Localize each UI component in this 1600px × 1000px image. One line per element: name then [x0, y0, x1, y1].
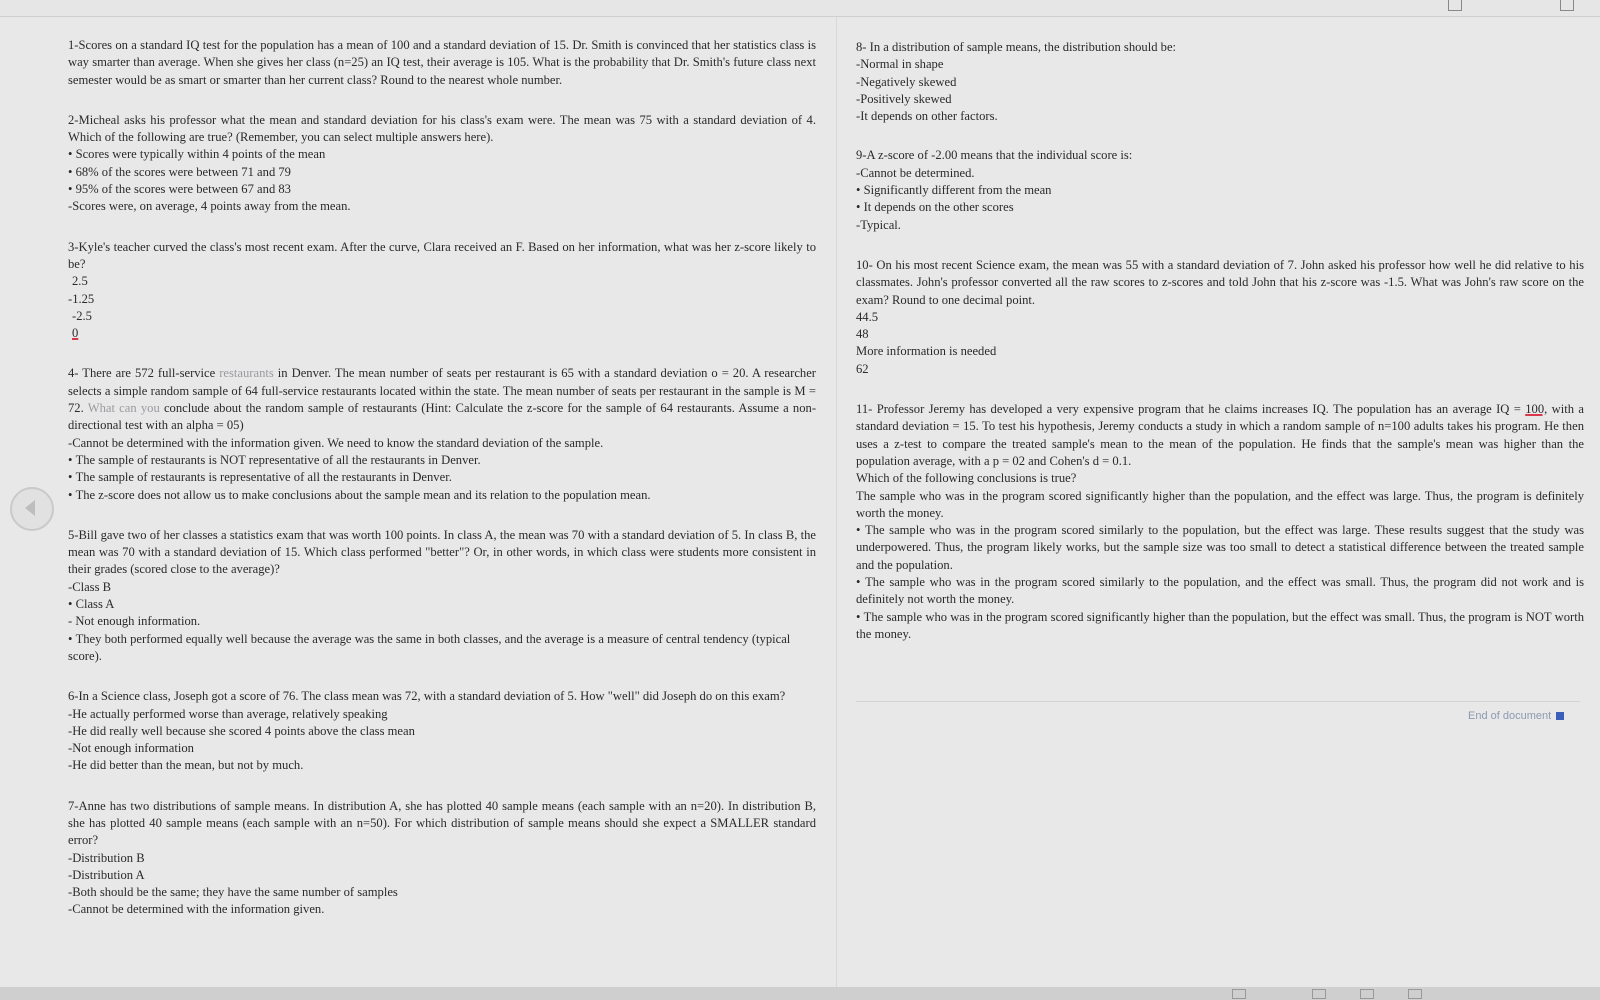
question-7-text: 7-Anne has two distributions of sample means. In distribution A, she has plotted 40 sample means (each sample with an n=20). In distribution B, she has plotted 40 sample means (each sample with an n=50). For which distribution of sample means should she expect a SMALLER standard error?	[68, 798, 816, 848]
fit-page-icon[interactable]	[1232, 989, 1246, 999]
question-8-option[interactable]: -Negatively skewed	[856, 74, 957, 89]
question-9-option[interactable]: • It depends on the other scores	[856, 199, 1584, 216]
question-2-text: 2-Micheal asks his professor what the mean and standard deviation for his class's exam were. The mean was 75 with a standard deviation of 4. Which of the following are true? (Remember, you can select multiple answers here).	[68, 112, 816, 145]
question-10-option[interactable]: 44.5	[856, 309, 879, 324]
question-4-text-d: What can you	[87, 401, 160, 416]
question-11-text-b: 100,	[1525, 402, 1548, 417]
question-9-option[interactable]: • Significantly different from the mean	[856, 182, 1584, 199]
question-3-option[interactable]: 2.5	[72, 274, 88, 289]
question-8-option[interactable]: -Positively skewed	[856, 91, 952, 106]
left-column	[68, 37, 816, 919]
question-9-option[interactable]: -Typical.	[856, 217, 901, 232]
question-5-text: 5-Bill gave two of her classes a statistics exam that was worth 100 points. In class A, the mean was 70 with a standard deviation of 5. In class B, the mean was 70 with a standard deviation of 15. Which class performed "better"? Or, in other words, in which class were students more consistent in their grades (scored close to the average)?	[68, 527, 816, 577]
question-8-text: 8- In a distribution of sample means, the distribution should be:	[856, 40, 1177, 54]
end-separator	[856, 701, 1580, 702]
question-11-option[interactable]: The sample who was in the program scored significantly higher than the population, and the effect was large. Thus, the program is definitely worth the money.	[856, 488, 1584, 520]
question-8	[856, 39, 1584, 125]
question-6-text: 6-In a Science class, Joseph got a score of 76. The class mean was 72, with a standard deviation of 5. How "well" did Joseph do on this exam?	[68, 689, 786, 704]
question-10	[856, 257, 1584, 378]
right-column	[856, 39, 1584, 643]
question-5-option[interactable]: -Class B	[68, 579, 112, 594]
question-6-option[interactable]: -He actually performed worse than average, relatively speaking	[68, 706, 388, 721]
question-10-option[interactable]: More information is needed	[856, 344, 997, 359]
question-3-option[interactable]: -1.25	[68, 291, 95, 306]
end-of-document-label: End of document	[1468, 710, 1552, 722]
question-9-option[interactable]: -Cannot be determined.	[856, 165, 975, 180]
question-5-option[interactable]: • They both performed equally well because the average was the same in both classes, and the average is a measure of central tendency (typical score).	[68, 631, 816, 666]
question-11-text-c: with a standard deviation = 15. To test his hypothesis, Jeremy conducts a study in which a random sample of n=100 adults takes his program. He then uses a z-test to compare the treated sample's mean to the mean of the population. He finds that the sample's mean was higher than the population average, with a p = 02 and Cohen's d = 0.1.	[856, 402, 1584, 468]
previous-page-arrow-icon[interactable]	[10, 487, 54, 531]
question-4-text-c: in Denver. The mean number of seats per restaurant is 65 with a standard deviation o = 20. A researcher selects a simple random sample of 64 full-service restaurants located within the state. The mean number of seats per restaurant in the sample is M = 72.	[68, 366, 816, 416]
question-3-option[interactable]: -2.5	[72, 308, 92, 323]
question-5-option[interactable]: - Not enough information.	[68, 614, 201, 629]
question-11-option[interactable]: • The sample who was in the program scored similarly to the population, and the effect was small. Thus, the program did not work and is definitely not worth the money.	[856, 574, 1584, 609]
question-10-text: 10- On his most recent Science exam, the mean was 55 with a standard deviation of 7. John asked his professor how well he did relative to his classmates. John's professor converted all the raw scores to z-scores and told John that his z-score was -1.5. What was John's raw score on the exam? Round to one decimal point.	[856, 257, 1584, 307]
question-6-option[interactable]: -Not enough information	[68, 741, 194, 756]
single-page-icon[interactable]	[1360, 989, 1374, 999]
two-page-icon[interactable]	[1312, 989, 1326, 999]
question-10-option[interactable]: 48	[856, 327, 869, 342]
question-2-option[interactable]: -Scores were, on average, 4 points away from the mean.	[68, 199, 351, 214]
question-2-option[interactable]: • 95% of the scores were between 67 and 83	[68, 181, 816, 198]
question-11-prompt: Which of the following conclusions is true?	[856, 471, 1077, 486]
question-4-text-b: restaurants	[219, 366, 274, 381]
question-4	[68, 365, 816, 503]
question-2	[68, 112, 816, 216]
question-4-option[interactable]: • The sample of restaurants is representative of all the restaurants in Denver.	[68, 469, 816, 486]
question-11-text-a: 11- Professor Jeremy has developed a very expensive program that he claims increases IQ. The population has an average IQ =	[856, 402, 1526, 417]
question-7-option[interactable]: -Both should be the same; they have the same number of samples	[68, 885, 398, 900]
question-7-option[interactable]: -Cannot be determined with the information given.	[68, 902, 325, 917]
question-11-option[interactable]: • The sample who was in the program scored significantly higher than the population, but the effect was small. Thus, the program is NOT worth the money.	[856, 609, 1584, 644]
question-3-text: 3-Kyle's teacher curved the class's most recent exam. After the curve, Clara received an F. Based on her information, what was her z-score likely to be?	[68, 239, 816, 271]
question-5	[68, 527, 816, 665]
question-7-option[interactable]: -Distribution B	[68, 850, 145, 865]
question-4-option[interactable]: • The sample of restaurants is NOT representative of all the restaurants in Denver.	[68, 452, 816, 469]
document-page	[0, 17, 1600, 987]
end-of-document	[1468, 710, 1564, 722]
question-4-text-e: conclude about the random sample of restaurants (Hint: Calculate the z-score for the sample of 64 restaurants. Assume a non-directional test with an alpha = 05)	[68, 401, 817, 433]
bottom-toolbar	[0, 987, 1600, 1000]
question-2-option[interactable]: • Scores were typically within 4 points of the mean	[68, 146, 816, 163]
question-4-option[interactable]: -Cannot be determined with the information given. We need to know the standard deviation of the sample.	[68, 435, 604, 450]
question-7	[68, 798, 816, 919]
share-icon[interactable]	[1560, 0, 1574, 11]
question-11-option[interactable]: • The sample who was in the program scored similarly to the population, but the effect was large. These results suggest that the study was underpowered. Thus, the program likely works, but the sample size was too small to detect a statistical difference between the treated sample and the population.	[856, 522, 1584, 574]
top-toolbar	[0, 0, 1600, 17]
question-6-option[interactable]: -He did better than the mean, but not by much.	[68, 758, 304, 773]
question-7-option[interactable]: -Distribution A	[68, 867, 145, 882]
question-11	[856, 401, 1584, 643]
end-marker-icon	[1556, 712, 1564, 720]
column-divider	[836, 17, 837, 987]
question-4-text-a: 4- There are 572 full-service	[68, 366, 220, 381]
question-5-option[interactable]: • Class A	[68, 596, 816, 613]
bookmark-icon[interactable]	[1448, 0, 1462, 11]
question-6-option[interactable]: -He did really well because she scored 4 points above the class mean	[68, 723, 415, 738]
question-9-text: 9-A z-score of -2.00 means that the individual score is:	[856, 148, 1133, 163]
question-6	[68, 688, 816, 774]
scroll-view-icon[interactable]	[1408, 989, 1422, 999]
question-10-option[interactable]: 62	[856, 361, 869, 376]
question-8-option[interactable]: -Normal in shape	[856, 57, 944, 72]
question-1-text: 1-Scores on a standard IQ test for the population has a mean of 100 and a standard deviation of 15. Dr. Smith is convinced that her statistics class is way smarter than average. When she gives her class (n=25) an IQ test, their average is 105. What is the probability that Dr. Smith's future class next semester would be as smart or smarter than her current class? Round to the nearest whole number.	[68, 38, 816, 87]
question-4-text	[68, 365, 816, 434]
question-3-option[interactable]: 0	[72, 326, 79, 341]
question-4-option[interactable]: • The z-score does not allow us to make conclusions about the sample mean and its relation to the population mean.	[68, 487, 816, 504]
question-1	[68, 37, 816, 89]
question-2-option[interactable]: • 68% of the scores were between 71 and 79	[68, 164, 816, 181]
question-8-option[interactable]: -It depends on other factors.	[856, 109, 998, 124]
question-9	[856, 147, 1584, 233]
question-3	[68, 239, 816, 343]
question-11-text	[856, 401, 1584, 470]
